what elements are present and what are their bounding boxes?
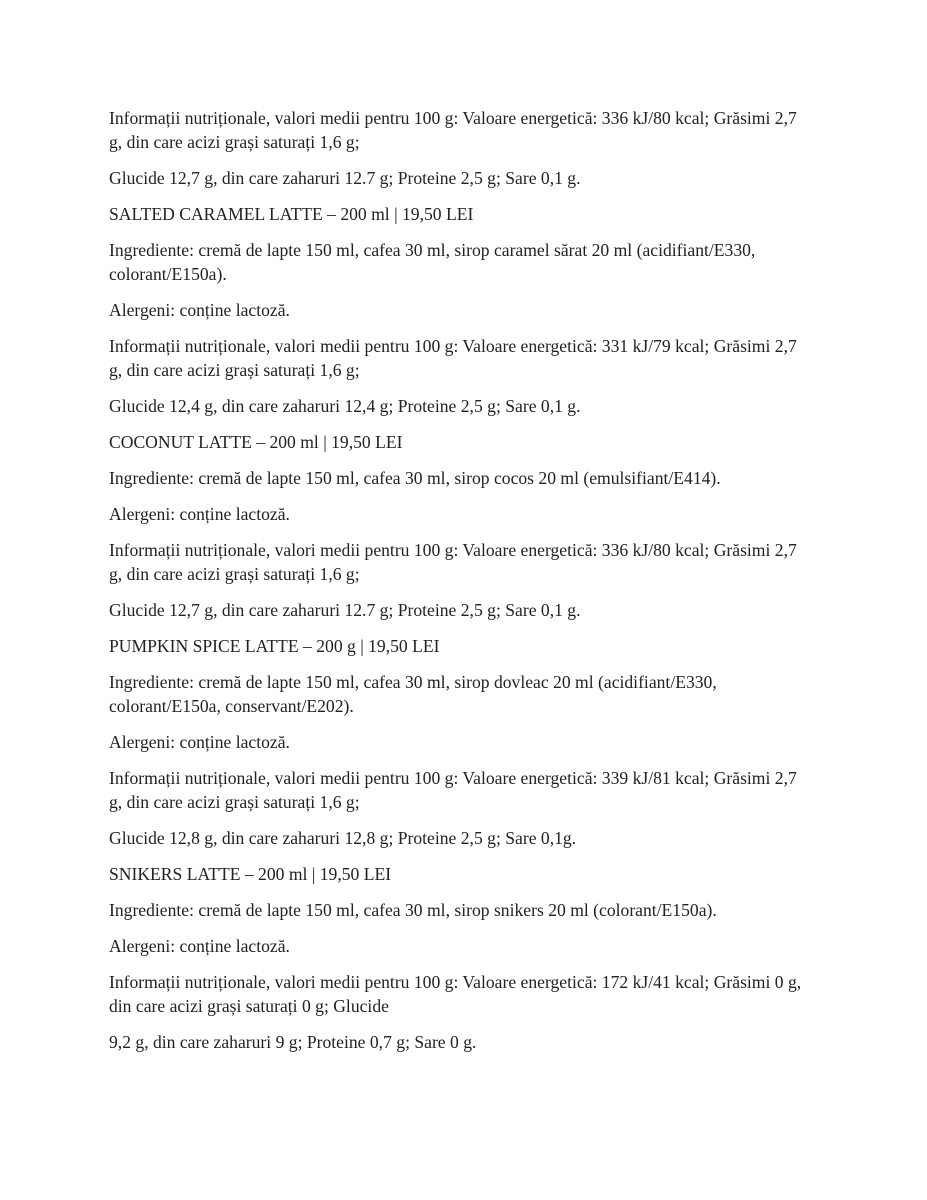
ingredients-paragraph: Ingrediente: cremă de lapte 150 ml, cafea 30 ml, sirop snikers 20 ml (colorant/E150a). — [109, 900, 717, 920]
product-heading: PUMPKIN SPICE LATTE – 200 g | 19,50 LEI — [109, 636, 440, 656]
nutrition-info-paragraph: Informații nutriționale, valori medii pentru 100 g: Valoare energetică: 339 kJ/81 kcal; Grăsimi 2,7 g, din care acizi grași saturați 1,6 g; — [109, 768, 797, 812]
nutrition-info-paragraph: Informații nutriționale, valori medii pentru 100 g: Valoare energetică: 336 kJ/80 kcal; Grăsimi 2,7 g, din care acizi grași saturați 1,6 g; — [109, 108, 797, 152]
nutrition-info-paragraph: Glucide 12,8 g, din care zaharuri 12,8 g; Proteine 2,5 g; Sare 0,1g. — [109, 828, 577, 848]
nutrition-info-paragraph: Glucide 12,4 g, din care zaharuri 12,4 g; Proteine 2,5 g; Sare 0,1 g. — [109, 396, 581, 416]
allergens-paragraph: Alergeni: conține lactoză. — [109, 504, 290, 524]
allergens-paragraph: Alergeni: conține lactoză. — [109, 732, 290, 752]
allergens-paragraph: Alergeni: conține lactoză. — [109, 936, 290, 956]
ingredients-paragraph: Ingrediente: cremă de lapte 150 ml, cafea 30 ml, sirop cocos 20 ml (emulsifiant/E414). — [109, 468, 721, 488]
product-heading: SALTED CARAMEL LATTE – 200 ml | 19,50 LEI — [109, 204, 474, 224]
allergens-paragraph: Alergeni: conține lactoză. — [109, 300, 290, 320]
ingredients-paragraph: Ingrediente: cremă de lapte 150 ml, cafea 30 ml, sirop dovleac 20 ml (acidifiant/E330, colorant/E150a, conservant/E202). — [109, 672, 717, 716]
ingredients-paragraph: Ingrediente: cremă de lapte 150 ml, cafea 30 ml, sirop caramel sărat 20 ml (acidifiant/E330, colorant/E150a). — [109, 240, 756, 284]
nutrition-info-paragraph: Informații nutriționale, valori medii pentru 100 g: Valoare energetică: 336 kJ/80 kcal; Grăsimi 2,7 g, din care acizi grași saturați 1,6 g; — [109, 540, 797, 584]
product-heading: COCONUT LATTE – 200 ml | 19,50 LEI — [109, 432, 403, 452]
product-heading: SNIKERS LATTE – 200 ml | 19,50 LEI — [109, 864, 392, 884]
nutrition-info-paragraph: Glucide 12,7 g, din care zaharuri 12.7 g; Proteine 2,5 g; Sare 0,1 g. — [109, 600, 581, 620]
document-body — [109, 106, 814, 1066]
nutrition-info-paragraph: Informații nutriționale, valori medii pentru 100 g: Valoare energetică: 331 kJ/79 kcal; Grăsimi 2,7 g, din care acizi grași saturați 1,6 g; — [109, 336, 797, 380]
nutrition-info-paragraph: Informații nutriționale, valori medii pentru 100 g: Valoare energetică: 172 kJ/41 kcal; Grăsimi 0 g, din care acizi grași saturați 0 g; Glucide — [109, 972, 802, 1016]
nutrition-info-paragraph: 9,2 g, din care zaharuri 9 g; Proteine 0,7 g; Sare 0 g. — [109, 1032, 477, 1052]
nutrition-info-paragraph: Glucide 12,7 g, din care zaharuri 12.7 g; Proteine 2,5 g; Sare 0,1 g. — [109, 168, 581, 188]
